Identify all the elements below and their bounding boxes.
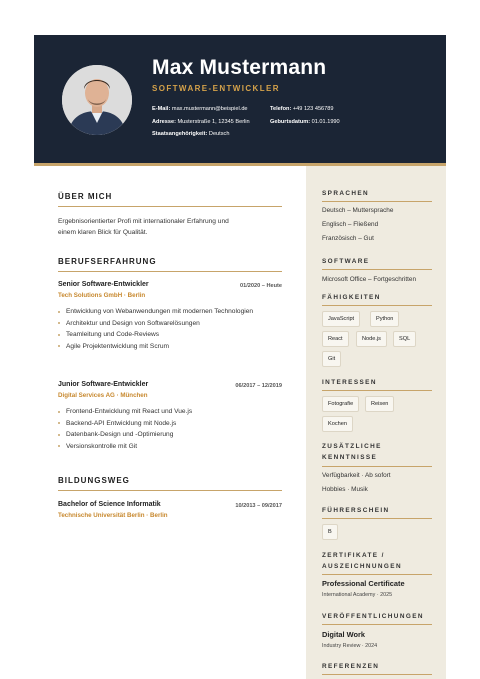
certificates-title-line: AUSZEICHNUNGEN xyxy=(322,563,402,570)
language-item: Englisch – Fließend xyxy=(322,221,379,228)
publications-title: VERÖFFENTLICHUNGEN xyxy=(322,613,424,620)
contact-birthdate xyxy=(270,119,340,125)
experience-title: BERUFSERFAHRUNG xyxy=(58,257,157,266)
extra-skill-item: Hobbies · Musik xyxy=(322,486,368,493)
job-bullet: Teamleitung und Code-Reviews xyxy=(58,329,282,341)
education-title: BILDUNGSWEG xyxy=(58,476,130,485)
license-rule xyxy=(322,518,432,519)
languages-title: SPRACHEN xyxy=(322,190,370,197)
references-title: REFERENZEN xyxy=(322,663,380,670)
job-bullet: Versionskontrolle mit Git xyxy=(58,441,282,453)
contact-address xyxy=(152,119,250,125)
extra-skills-title xyxy=(322,441,382,463)
interests-rule xyxy=(322,390,432,391)
license-title: FÜHRERSCHEIN xyxy=(322,507,390,514)
software-item: Microsoft Office – Fortgeschritten xyxy=(322,276,416,283)
job-bullet: Frontend-Entwicklung mit React und Vue.js xyxy=(58,406,282,418)
certificates-rule xyxy=(322,574,432,575)
publications-rule xyxy=(322,624,432,625)
about-title: ÜBER MICH xyxy=(58,192,113,201)
job-bullet-list xyxy=(58,306,282,352)
skill-chip: Git xyxy=(322,351,341,367)
certificates-title xyxy=(322,550,402,572)
job-bullet: Datenbank-Design und -Optimierung xyxy=(58,429,282,441)
main-column xyxy=(34,166,306,679)
about-line: einem klaren Blick für Qualität. xyxy=(58,229,148,236)
certificate-name: Professional Certificate xyxy=(322,579,405,588)
profile-photo xyxy=(62,65,132,135)
job-company: Tech Solutions GmbH · Berlin xyxy=(58,292,146,299)
about-rule xyxy=(58,206,282,207)
email-value: max.mustermann@beispiel.de xyxy=(171,106,248,112)
language-item: Deutsch – Muttersprache xyxy=(322,207,394,214)
contact-nationality xyxy=(152,131,229,137)
job-title: Junior Software-Entwickler xyxy=(58,381,149,388)
references-rule xyxy=(322,674,432,675)
software-title: SOFTWARE xyxy=(322,258,370,265)
contact-phone xyxy=(270,106,334,112)
nationality-label: Staatsangehörigkeit: xyxy=(152,131,208,137)
address-label: Adresse: xyxy=(152,119,176,125)
contact-email xyxy=(152,106,248,112)
language-item: Französisch – Gut xyxy=(322,235,374,242)
extra-skills-rule xyxy=(322,466,432,467)
extra-skills-title-line: ZUSÄTZLICHE xyxy=(322,443,382,450)
interest-chip: Reisen xyxy=(365,396,394,412)
phone-label: Telefon: xyxy=(270,106,292,112)
resume-page xyxy=(34,35,446,679)
about-line: Ergebnisorientierter Profi mit internationaler Erfahrung und xyxy=(58,218,229,225)
skill-chip: React xyxy=(322,331,349,347)
experience-rule xyxy=(58,271,282,272)
publication-detail: Industry Review · 2024 xyxy=(322,643,378,649)
skill-chip: SQL xyxy=(393,331,416,347)
about-text xyxy=(58,216,288,238)
birth-value: 01.01.1990 xyxy=(311,119,340,125)
resume-header xyxy=(34,35,446,163)
address-value: Musterstraße 1, 12345 Berlin xyxy=(177,119,250,125)
candidate-role: SOFTWARE-ENTWICKLER xyxy=(152,84,280,93)
candidate-name: Max Mustermann xyxy=(152,56,327,79)
email-label: E-Mail: xyxy=(152,106,171,112)
person-portrait-icon xyxy=(62,65,132,135)
nationality-value: Deutsch xyxy=(208,131,230,137)
job-date: 06/2017 – 12/2019 xyxy=(235,383,282,389)
interests-title: INTERESSEN xyxy=(322,379,377,386)
interest-chip: Fotografie xyxy=(322,396,359,412)
license-chip: B xyxy=(322,524,338,540)
extra-skill-item: Verfügbarkeit · Ab sofort xyxy=(322,472,391,479)
skill-chip: JavaScript xyxy=(322,311,360,327)
languages-rule xyxy=(322,201,432,202)
certificate-detail: International Academy · 2025 xyxy=(322,592,393,598)
job-bullet: Architektur und Design von Softwarelösungen xyxy=(58,318,282,330)
birth-label: Geburtsdatum: xyxy=(270,119,311,125)
degree-date: 10/2013 – 09/2017 xyxy=(235,503,282,509)
extra-skills-title-line: KENNTNISSE xyxy=(322,454,378,461)
phone-value: +49 123 456789 xyxy=(292,106,334,112)
skills-title: FÄHIGKEITEN xyxy=(322,294,381,301)
interest-chip: Kochen xyxy=(322,416,353,432)
certificates-title-line: ZERTIFIKATE / xyxy=(322,552,385,559)
degree-title: Bachelor of Science Informatik xyxy=(58,501,161,508)
school-name: Technische Universität Berlin · Berlin xyxy=(58,512,168,519)
skills-rule xyxy=(322,305,432,306)
publication-name: Digital Work xyxy=(322,630,365,639)
education-rule xyxy=(58,490,282,491)
skill-chip: Python xyxy=(370,311,399,327)
job-bullet: Backend-API Entwicklung mit Node.js xyxy=(58,418,282,430)
skill-chip: Node.js xyxy=(356,331,387,347)
job-bullet: Entwicklung von Webanwendungen mit modernen Technologien xyxy=(58,306,282,318)
job-bullet: Agile Projektentwicklung mit Scrum xyxy=(58,341,282,353)
job-bullet-list xyxy=(58,406,282,452)
job-date: 01/2020 – Heute xyxy=(240,283,282,289)
sidebar-column xyxy=(306,166,446,679)
job-title: Senior Software-Entwickler xyxy=(58,281,149,288)
job-company: Digital Services AG · München xyxy=(58,392,148,399)
software-rule xyxy=(322,269,432,270)
